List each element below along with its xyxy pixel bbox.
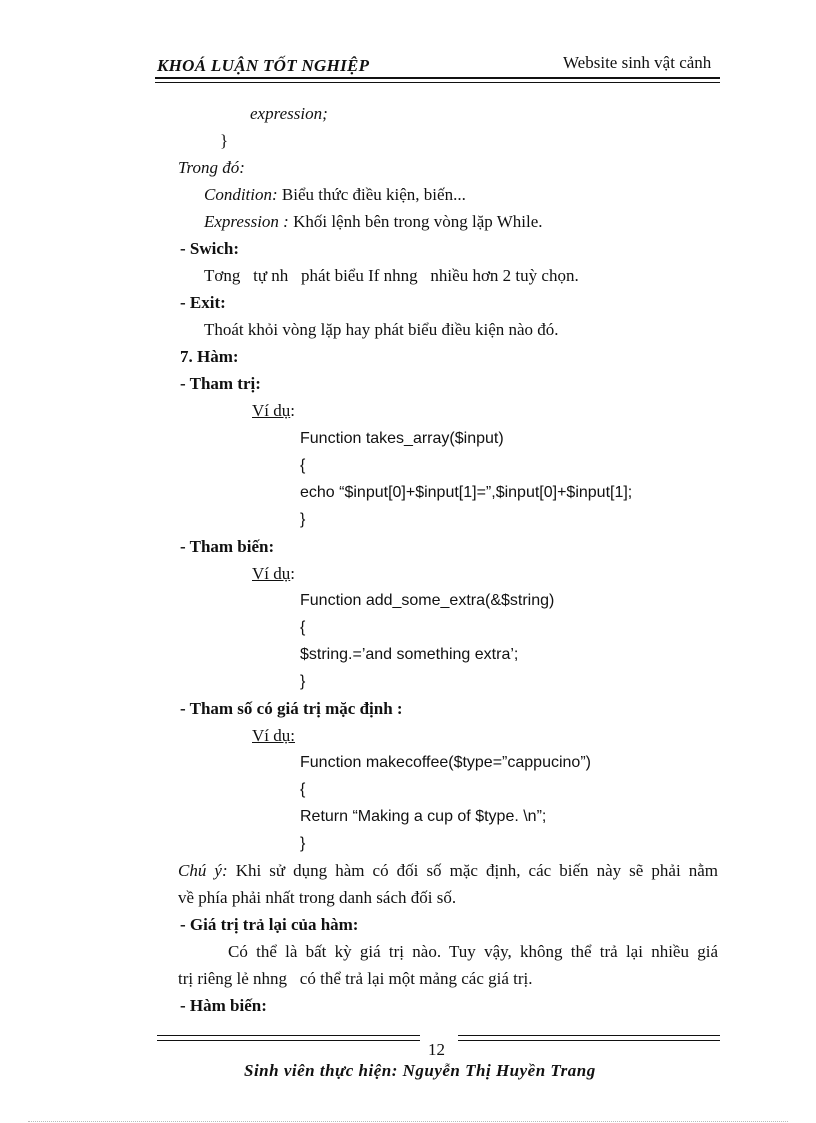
page-bottom-divider [28, 1121, 788, 1122]
page-number: 12 [428, 1040, 445, 1059]
header-rule-thin [155, 82, 720, 83]
code-line: } [300, 835, 306, 852]
code-line: echo “$input[0]+$input[1]=”,$input[0]+$input[1]; [300, 484, 633, 501]
example-label-3: Ví dụ: [252, 726, 295, 745]
code-line: Function makecoffee($type=”cappucino”) [300, 754, 591, 771]
switch-desc: Tơng tự nh phát biểu If nhng nhiều hơn 2 tuỳ chọn. [204, 266, 579, 285]
code-close-brace: } [220, 131, 229, 150]
example-label-1-colon: : [290, 401, 295, 420]
section-switch: - Swich: [180, 239, 240, 258]
footer-rule-left-2 [157, 1040, 420, 1041]
header-title: KHOÁ LUẬN TỐT NGHIỆP [157, 56, 370, 75]
heading-variable-functions: - Hàm biến: [180, 996, 267, 1015]
where-label: Trong đó: [178, 158, 245, 177]
code-line: } [300, 673, 306, 690]
code-line: Return “Making a cup of $type. \n”; [300, 808, 547, 825]
example-label-1-text: Ví dụ [252, 401, 291, 420]
heading-functions: 7. Hàm: [180, 347, 239, 366]
expression-term: Expression : [204, 212, 289, 231]
condition-term: Condition: [204, 185, 278, 204]
footer-author: Sinh viên thực hiện: Nguyễn Thị Huyền Trang [244, 1061, 596, 1080]
section-exit: - Exit: [180, 293, 226, 312]
exit-desc: Thoát khỏi vòng lặp hay phát biểu điều kiện nào đó. [204, 320, 559, 339]
heading-by-reference: - Tham biến: [180, 537, 275, 556]
note-label: Chú ý: [178, 861, 228, 880]
condition-desc: Biểu thức điều kiện, biến... [277, 185, 466, 204]
example-label-2 [252, 564, 295, 584]
heading-return-value: - Giá trị trả lại của hàm: [180, 915, 359, 934]
code-line: { [300, 781, 306, 798]
heading-by-value: - Tham trị: [180, 374, 261, 393]
note-text: Khi sử dụng hàm có đối số mặc định, các biến này sẽ phải nằm [227, 861, 719, 880]
code-line: { [300, 457, 306, 474]
note-text-cont: về phía phải nhất trong danh sách đối số. [178, 888, 457, 907]
code-line: $string.=’and something extra’; [300, 646, 519, 663]
code-expression: expression; [250, 104, 328, 123]
example-label-2-colon: : [290, 564, 295, 583]
code-line: Function add_some_extra(&$string) [300, 592, 555, 609]
example-label-2-text: Ví dụ [252, 564, 291, 583]
code-line: Function takes_array($input) [300, 430, 504, 447]
condition-line [204, 185, 466, 205]
footer-rule-left [157, 1035, 420, 1036]
code-line: } [300, 511, 306, 528]
expression-line [204, 212, 543, 232]
header-website: Website sinh vật cảnh [563, 53, 712, 72]
heading-default-params: - Tham số có giá trị mặc định : [180, 699, 403, 718]
expression-desc: Khối lệnh bên trong vòng lặp While. [288, 212, 543, 231]
footer-rule-right [458, 1035, 720, 1036]
return-desc-cont: trị riêng lẻ nhng có thể trả lại một mảng các giá trị. [178, 969, 533, 988]
example-label-1 [252, 401, 295, 421]
note-paragraph [178, 861, 718, 881]
header-rule [155, 77, 720, 79]
return-desc: Có thể là bất kỳ giá trị nào. Tuy vậy, không thể trả lại nhiều giá [228, 942, 718, 961]
code-line: { [300, 619, 306, 636]
footer-rule-right-2 [458, 1040, 720, 1041]
